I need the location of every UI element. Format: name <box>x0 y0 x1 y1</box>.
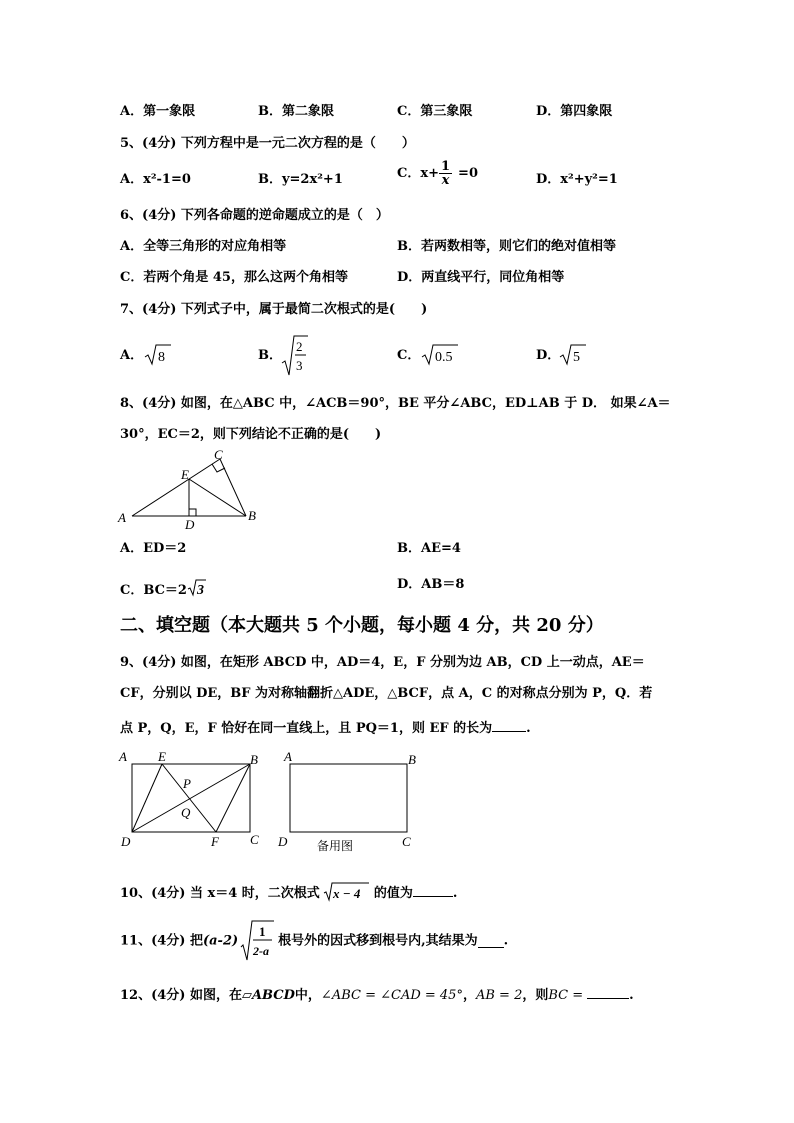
q9-backup-label-c: C <box>402 834 411 849</box>
q6-stem: 6、(4分) 下列各命题的逆命题成立的是（ ） <box>120 208 389 223</box>
q10-radical <box>323 881 371 903</box>
q8-option-d: D．AB＝8 <box>397 577 465 592</box>
q7-option-c-radical <box>420 342 460 368</box>
q9-fig-label-f: F <box>211 834 219 849</box>
q6-option-a: A．全等三角形的对应角相等 <box>120 239 287 254</box>
q11-line: 11、(4分) 把(a-2) 1 2-a 根号外的因式移到根号内,其结果为 . <box>120 919 508 963</box>
q7-b-denominator: 3 <box>296 358 303 373</box>
q4-option-d: D．第四象限 <box>536 104 613 119</box>
q10-line: 10、(4分) 当 x＝4 时，二次根式 x − 4 的值为 . <box>120 881 457 903</box>
q5-option-d: D．x²+y²=1 <box>536 172 618 187</box>
q9-fig-label-a: A <box>119 749 127 764</box>
svg-text:3: 3 <box>196 583 204 598</box>
q9-rectangle-figure <box>116 748 266 852</box>
q7-option-b-label: B． <box>258 348 282 363</box>
q9-fig-label-d: D <box>121 834 131 849</box>
q7-a-radicand: 8 <box>158 350 165 365</box>
q7-option-d-radical <box>558 342 588 368</box>
q7-option-d-label: D． <box>536 348 561 363</box>
q5-option-c-prefix: C．x+ <box>397 166 439 181</box>
q7-d-radicand: 5 <box>573 350 580 365</box>
q5-option-c-suffix: =0 <box>458 166 478 181</box>
q7-option-a-label: A． <box>120 348 144 363</box>
q8-label-d: D <box>185 517 195 532</box>
q5-fraction: $\frac{1}{x}$ <box>441 159 451 188</box>
q8-triangle-figure <box>115 448 270 534</box>
q12-answer-blank[interactable] <box>587 986 629 999</box>
q6-option-b: B．若两数相等，则它们的绝对值相等 <box>397 239 616 254</box>
q9-fig-label-p: P <box>183 776 191 791</box>
q8-label-a: A <box>118 510 126 525</box>
q9-line2: CF，分别以 DE，BF 为对称轴翻折△ADE，△BCF，点 A，C 的对称点分别为 P，Q．若 <box>120 686 653 701</box>
q7-b-numerator: 2 <box>296 339 303 354</box>
q9-backup-figure <box>276 748 426 856</box>
q9-fig-label-q: Q <box>181 805 191 820</box>
q12-parallelogram: ▱ABCD <box>241 988 295 1003</box>
q4-option-c: C．第三象限 <box>397 104 473 119</box>
q8-option-a: A．ED＝2 <box>120 541 187 556</box>
q10-answer-blank[interactable] <box>413 884 453 897</box>
q7-stem: 7、(4分) 下列式子中，属于最简二次根式的是( ) <box>120 302 428 317</box>
q8-stem-line1: 8、(4分) 如图，在△ABC 中，∠ACB＝90°，BE 平分∠ABC，ED⊥AB 于 D． 如果∠A＝ <box>120 396 671 411</box>
q5-stem: 5、(4分) 下列方程中是一元二次方程的是（ ） <box>120 136 415 151</box>
q12-line: 12、(4分) 如图，在▱ABCD中，∠ABC = ∠CAD = 45°，AB = 2，则BC = . <box>120 988 634 1003</box>
q9-backup-label-b: B <box>408 752 416 767</box>
q7-option-b-radical <box>280 333 310 379</box>
q6-option-d: D．两直线平行，同位角相等 <box>397 270 565 285</box>
q9-fig-label-e: E <box>158 749 166 764</box>
q8-option-b: B．AE=4 <box>397 541 461 556</box>
q8-label-e: E <box>181 467 189 482</box>
q11-radical <box>240 919 276 963</box>
q12-ask: BC = <box>548 988 584 1003</box>
q12-side-condition: AB = 2 <box>475 988 523 1003</box>
q8-label-c: C <box>214 448 223 462</box>
q8-option-c-text: C．BC＝2 <box>120 583 187 598</box>
q12-angle-condition: ∠ABC = ∠CAD = 45° <box>320 988 463 1003</box>
q9-answer-blank[interactable] <box>492 719 526 732</box>
q9-fig-label-c: C <box>250 832 259 847</box>
q7-c-radicand: 0.5 <box>435 350 453 365</box>
q7-option-c-label: C． <box>397 348 421 363</box>
q5-option-b: B．y=2x²+1 <box>258 172 343 187</box>
q9-backup-caption: 备用图 <box>317 839 354 853</box>
q9-backup-label-d: D <box>278 834 288 849</box>
q8-label-b: B <box>248 508 256 523</box>
svg-text:2-a: 2-a <box>253 944 270 958</box>
q9-line3: 点 P，Q，E，F 恰好在同一直线上，且 PQ＝1，则 EF 的长为 . <box>120 721 531 736</box>
q5-option-a: A．x²-1=0 <box>120 172 191 187</box>
q11-factor: (a-2) <box>202 933 239 949</box>
q4-option-a: A．第一象限 <box>120 104 196 119</box>
svg-text:1: 1 <box>259 924 266 939</box>
q8-stem-line2: 30°，EC＝2，则下列结论不正确的是( ) <box>120 427 382 442</box>
q4-option-b: B．第二象限 <box>258 104 334 119</box>
q9-fig-label-b: B <box>250 752 258 767</box>
q5-option-c <box>397 160 478 187</box>
section-heading-fill-in: 二、填空题（本大题共 5 个小题，每小题 4 分，共 20 分） <box>120 615 604 636</box>
svg-text:x − 4: x − 4 <box>332 886 361 901</box>
q9-line1: 9、(4分) 如图，在矩形 ABCD 中，AD＝4，E，F 分别为边 AB，CD 上一动点，AE＝ <box>120 655 645 670</box>
q11-answer-blank[interactable] <box>478 935 504 948</box>
q8-option-c-radical <box>187 578 207 598</box>
q9-backup-label-a: A <box>284 749 292 764</box>
q6-option-c: C．若两个角是 45，那么这两个角相等 <box>120 270 348 285</box>
q7-option-a-radical <box>143 342 173 368</box>
q8-option-c <box>120 578 207 598</box>
